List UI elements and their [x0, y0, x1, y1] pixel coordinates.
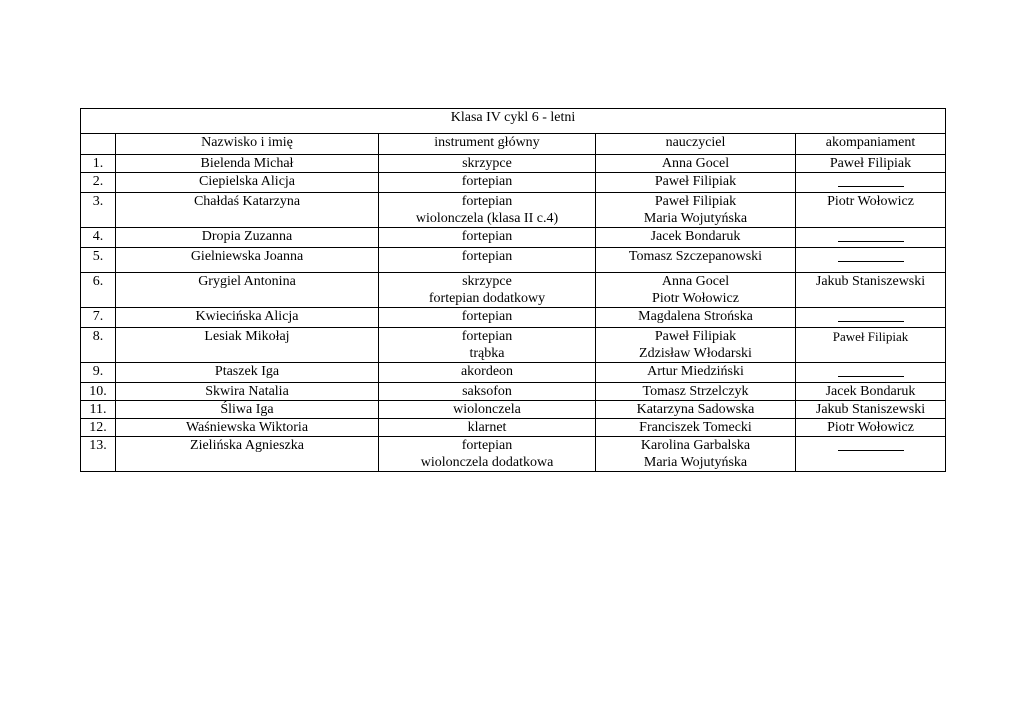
row-number: 6. [81, 273, 116, 308]
main-instrument [379, 155, 596, 173]
row-number: 7. [81, 308, 116, 328]
accompanist-name: Paweł Filipiak [832, 329, 909, 344]
empty-accompanist-line [838, 228, 904, 242]
table-row [81, 363, 946, 383]
accompanist-name: Piotr Wołowicz [827, 194, 914, 209]
student-name: Lesiak Mikołaj [116, 328, 379, 363]
student-name: Skwira Natalia [116, 383, 379, 401]
table-title: Klasa IV cykl 6 - letni [81, 109, 946, 134]
teacher-line: Paweł Filipiak [654, 329, 737, 344]
teacher-line: Paweł Filipiak [654, 194, 737, 209]
teacher-line: Maria Wojutyńska [643, 455, 748, 470]
student-name: Gielniewska Joanna [116, 248, 379, 273]
instrument-line: klarnet [467, 420, 507, 435]
table-row [81, 437, 946, 472]
table-row [81, 173, 946, 193]
header-instrument: instrument główny [379, 134, 596, 155]
accompanist [796, 273, 946, 308]
row-number: 12. [81, 419, 116, 437]
roster-body [81, 155, 946, 472]
accompanist-name: Jacek Bondaruk [825, 384, 916, 399]
accompanist [796, 437, 946, 472]
instrument-line: fortepian [461, 438, 513, 453]
teacher [596, 155, 796, 173]
main-instrument [379, 401, 596, 419]
instrument-line: fortepian [461, 329, 513, 344]
teacher [596, 173, 796, 193]
instrument-line: skrzypce [462, 274, 512, 289]
student-name: Chałdaś Katarzyna [116, 193, 379, 228]
teacher [596, 273, 796, 308]
table-row [81, 401, 946, 419]
table-row [81, 273, 946, 308]
row-number: 11. [81, 401, 116, 419]
teacher [596, 228, 796, 248]
instrument-line: wiolonczela dodatkowa [420, 455, 554, 470]
table-row [81, 308, 946, 328]
table-row [81, 228, 946, 248]
accompanist [796, 155, 946, 173]
empty-accompanist-line [838, 437, 904, 451]
instrument-line: fortepian [461, 249, 513, 264]
instrument-line: fortepian [461, 309, 513, 324]
main-instrument [379, 173, 596, 193]
teacher [596, 363, 796, 383]
row-number: 2. [81, 173, 116, 193]
main-instrument [379, 383, 596, 401]
table-row [81, 193, 946, 228]
student-name: Zielińska Agnieszka [116, 437, 379, 472]
accompanist [796, 173, 946, 193]
teacher-line: Tomasz Strzelczyk [642, 384, 749, 399]
accompanist [796, 193, 946, 228]
student-name: Dropia Zuzanna [116, 228, 379, 248]
table-row [81, 328, 946, 363]
main-instrument [379, 228, 596, 248]
instrument-line: fortepian dodatkowy [428, 291, 546, 306]
main-instrument [379, 437, 596, 472]
teacher-line: Tomasz Szczepanowski [628, 249, 763, 264]
table-row [81, 383, 946, 401]
teacher-line: Paweł Filipiak [654, 174, 737, 189]
teacher-line: Franciszek Tomecki [639, 420, 752, 435]
accompanist-name: Paweł Filipiak [829, 156, 912, 171]
row-number: 9. [81, 363, 116, 383]
teacher-line: Anna Gocel [661, 156, 730, 171]
row-number: 4. [81, 228, 116, 248]
teacher-line: Maria Wojutyńska [643, 211, 748, 226]
teacher-line: Anna Gocel [661, 274, 730, 289]
class-roster-table [80, 108, 946, 472]
row-number: 1. [81, 155, 116, 173]
accompanist-name: Jakub Staniszewski [815, 274, 926, 289]
header-number [81, 134, 116, 155]
row-number: 3. [81, 193, 116, 228]
instrument-line: wiolonczela [453, 402, 521, 417]
teacher [596, 419, 796, 437]
header-accompanist: akompaniament [796, 134, 946, 155]
instrument-line: saksofon [462, 384, 512, 399]
main-instrument [379, 363, 596, 383]
teacher-line: Zdzisław Włodarski [639, 346, 752, 361]
accompanist [796, 419, 946, 437]
student-name: Ptaszek Iga [116, 363, 379, 383]
teacher-line: Jacek Bondaruk [650, 229, 741, 244]
main-instrument [379, 308, 596, 328]
teacher [596, 437, 796, 472]
teacher-line: Piotr Wołowicz [652, 291, 739, 306]
empty-accompanist-line [838, 248, 904, 262]
accompanist [796, 248, 946, 273]
main-instrument [379, 248, 596, 273]
teacher-line: Karolina Garbalska [640, 438, 751, 453]
instrument-line: akordeon [460, 364, 514, 379]
student-name: Grygiel Antonina [116, 273, 379, 308]
accompanist [796, 308, 946, 328]
student-name: Bielenda Michał [116, 155, 379, 173]
teacher [596, 383, 796, 401]
student-name: Kwiecińska Alicja [116, 308, 379, 328]
empty-accompanist-line [838, 308, 904, 322]
instrument-line: fortepian [461, 229, 513, 244]
teacher-line: Magdalena Strońska [638, 309, 753, 324]
instrument-line: fortepian [461, 174, 513, 189]
student-name: Ciepielska Alicja [116, 173, 379, 193]
row-number: 8. [81, 328, 116, 363]
instrument-line: skrzypce [462, 156, 512, 171]
teacher [596, 328, 796, 363]
main-instrument [379, 193, 596, 228]
teacher [596, 308, 796, 328]
main-instrument [379, 273, 596, 308]
row-number: 10. [81, 383, 116, 401]
empty-accompanist-line [838, 173, 904, 187]
main-instrument [379, 419, 596, 437]
table-row [81, 248, 946, 273]
instrument-line: fortepian [461, 194, 513, 209]
teacher-line: Artur Miedziński [647, 364, 744, 379]
header-name: Nazwisko i imię [116, 134, 379, 155]
row-number: 13. [81, 437, 116, 472]
accompanist [796, 228, 946, 248]
accompanist [796, 401, 946, 419]
instrument-line: trąbka [469, 346, 505, 361]
teacher-line: Katarzyna Sadowska [636, 402, 755, 417]
empty-accompanist-line [838, 363, 904, 377]
accompanist [796, 363, 946, 383]
teacher [596, 193, 796, 228]
table-row [81, 419, 946, 437]
main-instrument [379, 328, 596, 363]
teacher [596, 401, 796, 419]
instrument-line: wiolonczela (klasa II c.4) [415, 211, 559, 226]
accompanist-name: Piotr Wołowicz [827, 420, 914, 435]
teacher [596, 248, 796, 273]
student-name: Śliwa Iga [116, 401, 379, 419]
accompanist-name: Jakub Staniszewski [815, 402, 926, 417]
header-teacher: nauczyciel [596, 134, 796, 155]
accompanist [796, 383, 946, 401]
table-row [81, 155, 946, 173]
student-name: Waśniewska Wiktoria [116, 419, 379, 437]
accompanist [796, 328, 946, 363]
row-number: 5. [81, 248, 116, 273]
